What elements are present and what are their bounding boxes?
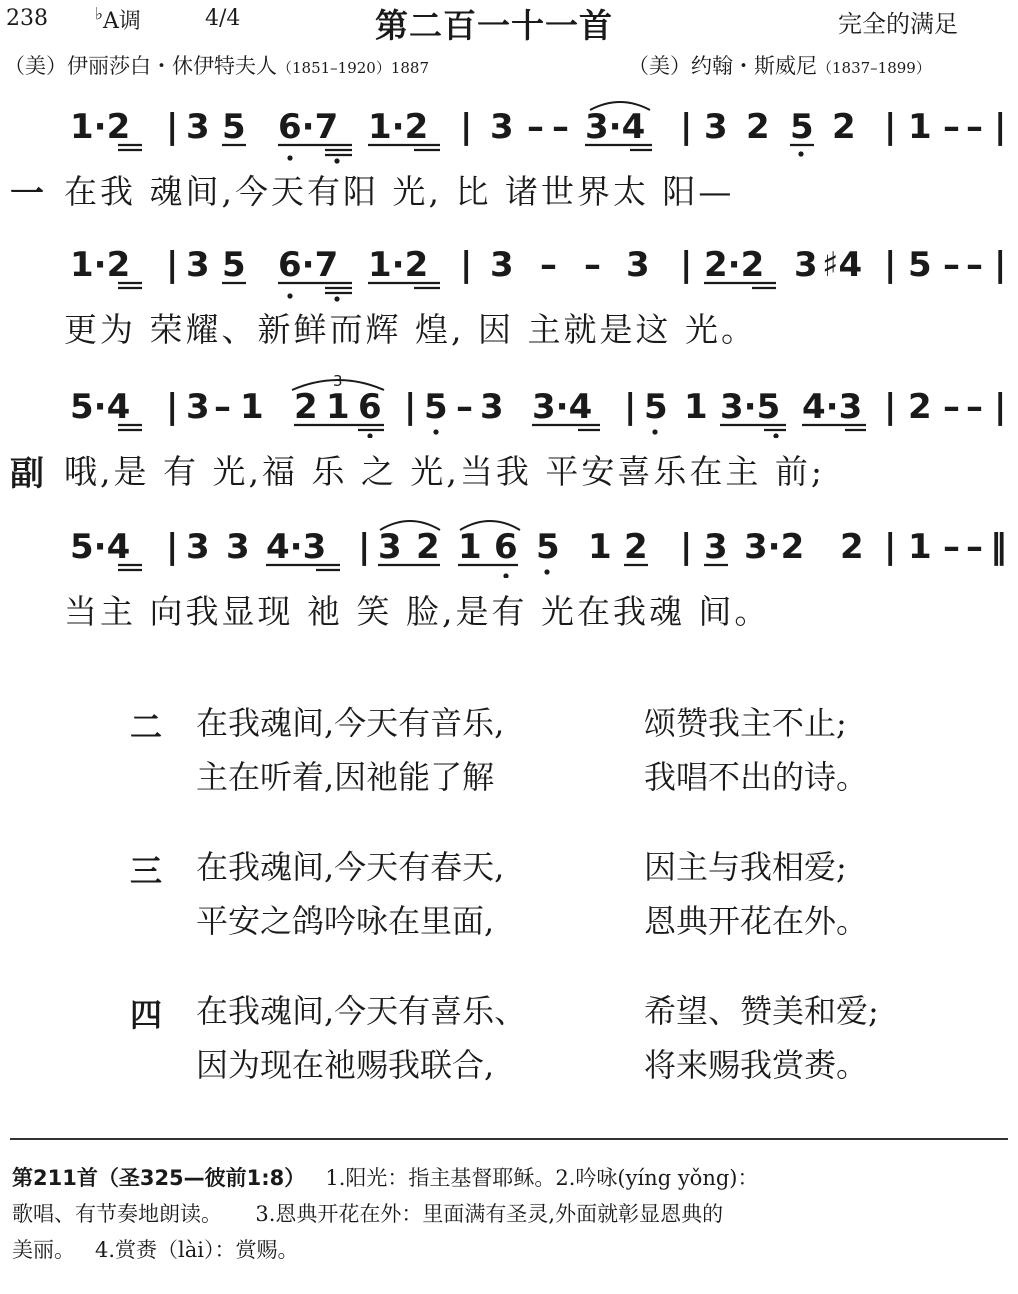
hymn-title: 第二百一十一首: [375, 6, 613, 45]
note-token: 2: [840, 527, 864, 567]
verse-label-1: 一: [10, 174, 44, 214]
note-token: 3·4: [532, 387, 593, 427]
note-token: –: [943, 387, 960, 427]
note-token: 3: [378, 527, 402, 567]
lyric-row-2: [0, 302, 1018, 350]
note-token: 1: [588, 527, 612, 567]
note-token: 5: [222, 107, 246, 147]
note-token: 3: [226, 527, 250, 567]
note-token: 5: [424, 387, 448, 427]
barline: |: [624, 387, 637, 427]
note-token: 5: [644, 387, 668, 427]
note-token: 3: [490, 107, 514, 147]
note-token: 6·7: [278, 245, 339, 285]
barline: |: [994, 387, 1007, 427]
time-signature: 4/4: [205, 6, 241, 31]
lyric-line-2: 更为 荣耀、新鲜而辉 煌, 因 主就是这 光。: [64, 310, 757, 349]
footnote: [12, 1160, 1008, 1268]
verse-line: 平安之鸽吟咏在里面,: [196, 902, 495, 940]
note-token: 2: [624, 527, 648, 567]
note-token: 3: [186, 245, 210, 285]
verse-line: 因主与我相爱;: [644, 848, 847, 886]
note-token: 5: [908, 245, 932, 285]
lyric-row-3: [0, 444, 1018, 492]
verse-line: 在我魂间,今天有春天,: [196, 848, 505, 886]
octave-dots: [503, 569, 549, 578]
note-token: –: [943, 107, 960, 147]
barline: |: [166, 107, 179, 147]
barline: |: [680, 527, 693, 567]
note-token: 3: [490, 245, 514, 285]
verse-number-2: 二: [130, 708, 163, 746]
barline: |: [884, 387, 897, 427]
note-token: –: [552, 107, 569, 147]
note-token: –: [966, 387, 983, 427]
note-token: 1: [458, 527, 482, 567]
footnote-line-1: 第211首（圣325—彼前1:8） 1.阳光：指主基督耶稣。2.吟咏(yíng yǒng)：: [12, 1166, 759, 1190]
note-token: 1·2: [70, 245, 131, 285]
footnote-divider: [10, 1138, 1008, 1140]
verse-line: 希望、赞美和爱;: [644, 992, 879, 1030]
note-token: 4·3: [802, 387, 863, 427]
note-token: –: [943, 527, 960, 567]
note-token: 4·3: [266, 527, 327, 567]
note-token: 1·2: [368, 245, 429, 285]
note-token: 1: [326, 387, 350, 427]
barline: |: [166, 527, 179, 567]
footnote-line-2: 歌唱、有节奏地朗读。 3.恩典开花在外：里面满有圣灵,外面就彰显恩典的: [12, 1202, 724, 1226]
note-token: –: [966, 107, 983, 147]
note-token: 5·4: [70, 387, 131, 427]
note-token: –: [966, 527, 983, 567]
note-token: 3·2: [744, 527, 805, 567]
verse-line: 因为现在祂赐我联合,: [196, 1046, 495, 1084]
triplet-number: 3: [333, 372, 343, 390]
note-token: 1: [908, 527, 932, 567]
note-token: 2: [832, 107, 856, 147]
note-token: 1·2: [70, 107, 131, 147]
verse-line: 主在听着,因祂能了解: [196, 758, 495, 796]
note-token: –: [214, 387, 231, 427]
note-token: 3·5: [720, 387, 781, 427]
barline: |: [884, 107, 897, 147]
barline: |: [884, 527, 897, 567]
verse-line: 恩典开花在外。: [644, 902, 869, 940]
footnote-reference: 第211首（圣325—彼前1:8）: [12, 1166, 306, 1190]
verse-line: 我唱不出的诗。: [644, 758, 869, 796]
notation-row-2: [0, 236, 1018, 302]
octave-dots: [287, 293, 339, 301]
key-signature: ♭A调: [95, 4, 141, 34]
lyric-line-1: 在我 魂间,今天有阳 光, 比 诸世界太 阳—: [64, 172, 735, 211]
note-token: 3: [704, 527, 728, 567]
note-token: 3·4: [585, 107, 646, 147]
barline: |: [460, 245, 473, 285]
note-token: 1·2: [368, 107, 429, 147]
note-token: 2: [416, 527, 440, 567]
footnote-line-3: 美丽。 4.赏赉（lài）：赏赐。: [12, 1238, 299, 1262]
music-row-4: [0, 512, 1018, 578]
lyric-line-4: 当主 向我显现 祂 笑 脸,是有 光在我魂 间。: [64, 592, 771, 631]
note-token: 2: [746, 107, 770, 147]
hymn-page-number: 238: [6, 6, 48, 31]
verse-line: 将来赐我赏赉。: [644, 1046, 869, 1084]
lyric-line-3: 哦,是 有 光,福 乐 之 光,当我 平安喜乐在主 前;: [64, 452, 826, 491]
barline: |: [994, 245, 1007, 285]
barline: |: [884, 245, 897, 285]
note-token: 3: [480, 387, 504, 427]
note-token: 3: [186, 387, 210, 427]
note-token: 5·4: [70, 527, 131, 567]
duration-underlines: [118, 283, 776, 293]
music-row-3: [0, 372, 1018, 438]
note-token: 6: [494, 527, 518, 567]
lyric-row-1: [0, 164, 1018, 212]
notation-row-1: [0, 98, 1018, 164]
flat-icon: ♭: [95, 4, 104, 25]
octave-dots: [367, 429, 778, 438]
note-token: –: [584, 245, 601, 285]
barline: |: [680, 245, 693, 285]
verse-number-4: 四: [130, 996, 163, 1034]
note-token: 3: [794, 245, 818, 285]
barline: |: [166, 245, 179, 285]
chorus-label: 副: [10, 454, 44, 494]
note-token: –: [540, 245, 557, 285]
composer-credit: （美）约翰・斯威尼（1837–1899）: [628, 54, 931, 78]
note-token: 3: [704, 107, 728, 147]
note-token: 5: [536, 527, 560, 567]
octave-dots: [287, 151, 803, 163]
note-token: 2: [908, 387, 932, 427]
note-token: –: [966, 245, 983, 285]
lyric-row-4: [0, 584, 1018, 632]
note-token: –: [527, 107, 544, 147]
note-token: 5: [790, 107, 814, 147]
note-token: 3: [186, 107, 210, 147]
note-token: –: [456, 387, 473, 427]
note-token: ♯4: [822, 245, 863, 285]
verse-line: 颂赞我主不止;: [644, 704, 847, 742]
barline: |: [680, 107, 693, 147]
music-row-2: [0, 236, 1018, 302]
music-row-1: [0, 98, 1018, 164]
note-token: 3: [626, 245, 650, 285]
note-token: 1: [908, 107, 932, 147]
note-token: 2·2: [704, 245, 765, 285]
note-token: 5: [222, 245, 246, 285]
barline: |: [166, 387, 179, 427]
barline: |: [358, 527, 371, 567]
verse-line: 在我魂间,今天有喜乐、: [196, 992, 527, 1030]
verse-number-3: 三: [130, 852, 163, 890]
barline: |: [994, 107, 1007, 147]
barline: |: [404, 387, 417, 427]
note-token: 1: [240, 387, 264, 427]
note-token: 6·7: [278, 107, 339, 147]
notation-row-4: [0, 512, 1018, 578]
notation-row-3: [0, 372, 1018, 438]
note-token: 6: [358, 387, 382, 427]
final-barline: ‖: [990, 527, 1007, 567]
lyricist-credit: （美）伊丽莎白・休伊特夫人（1851–1920）1887: [4, 54, 430, 78]
note-token: –: [943, 245, 960, 285]
note-token: 1: [684, 387, 708, 427]
note-token: 3: [186, 527, 210, 567]
verse-line: 在我魂间,今天有音乐,: [196, 704, 505, 742]
barline: |: [460, 107, 473, 147]
hymn-subtitle: 完全的满足: [838, 10, 958, 38]
note-token: 2: [294, 387, 318, 427]
